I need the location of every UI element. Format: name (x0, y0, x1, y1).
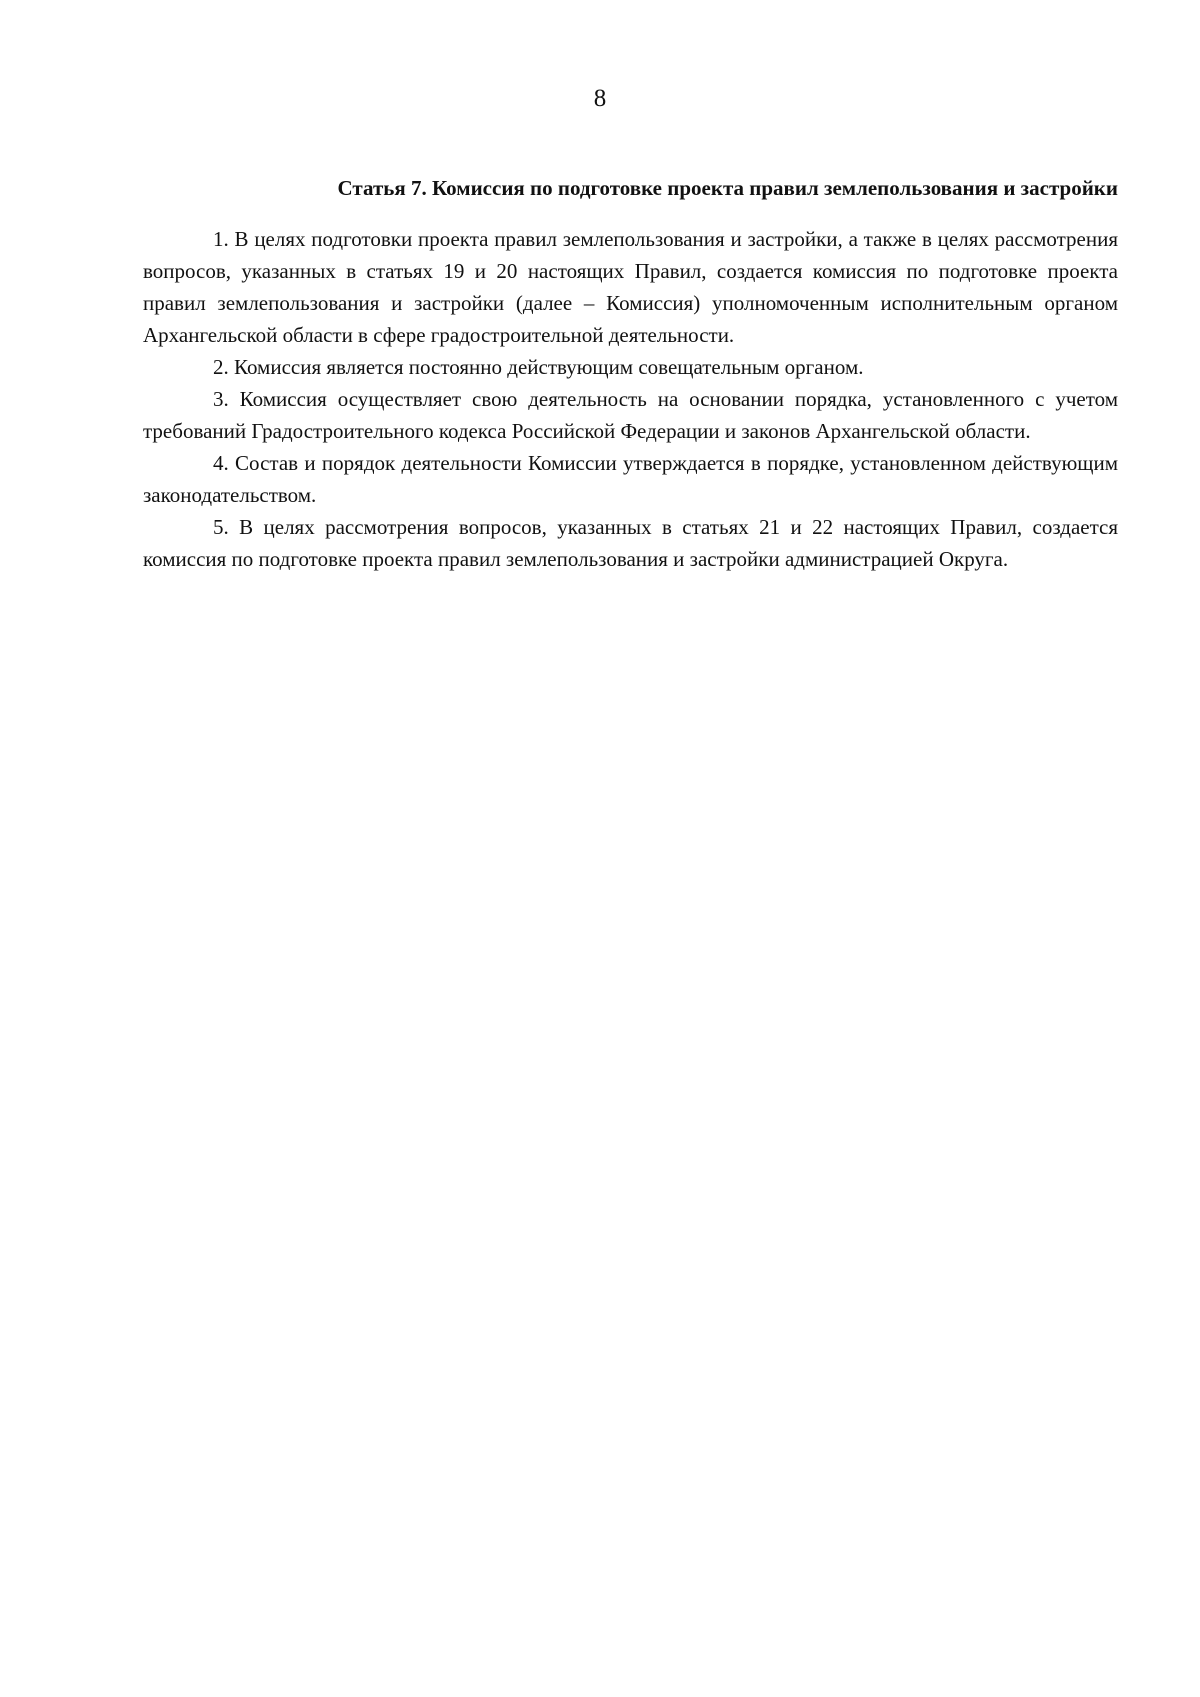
article-paragraph-1: 1. В целях подготовки проекта правил землепользования и застройки, а также в целях рассмотрения вопросов, указанных в статьях 19 и 20 настоящих Правил, создается комиссия по подготовке проекта правил землепользования и застройки (далее – Комиссия) уполномоченным исполнительным органом Архангельской области в сфере градостроительной деятельности. (143, 227, 1118, 347)
article-paragraph-5: 5. В целях рассмотрения вопросов, указанных в статьях 21 и 22 настоящих Правил, создается комиссия по подготовке проекта правил землепользования и застройки администрацией Округа. (143, 515, 1118, 571)
article-paragraph-2: 2. Комиссия является постоянно действующим совещательным органом. (213, 355, 864, 379)
article-title: Статья 7. Комиссия по подготовке проекта правил землепользования и застройки (337, 176, 1118, 200)
page-number: 8 (593, 85, 607, 112)
article-paragraph-4: 4. Состав и порядок деятельности Комиссии утверждается в порядке, установленном действующим законодательством. (143, 451, 1118, 507)
article-paragraph-3: 3. Комиссия осуществляет свою деятельность на основании порядка, установленного с учетом требований Градостроительного кодекса Российской Федерации и законов Архангельской области. (143, 387, 1118, 443)
article-content (143, 170, 1118, 575)
